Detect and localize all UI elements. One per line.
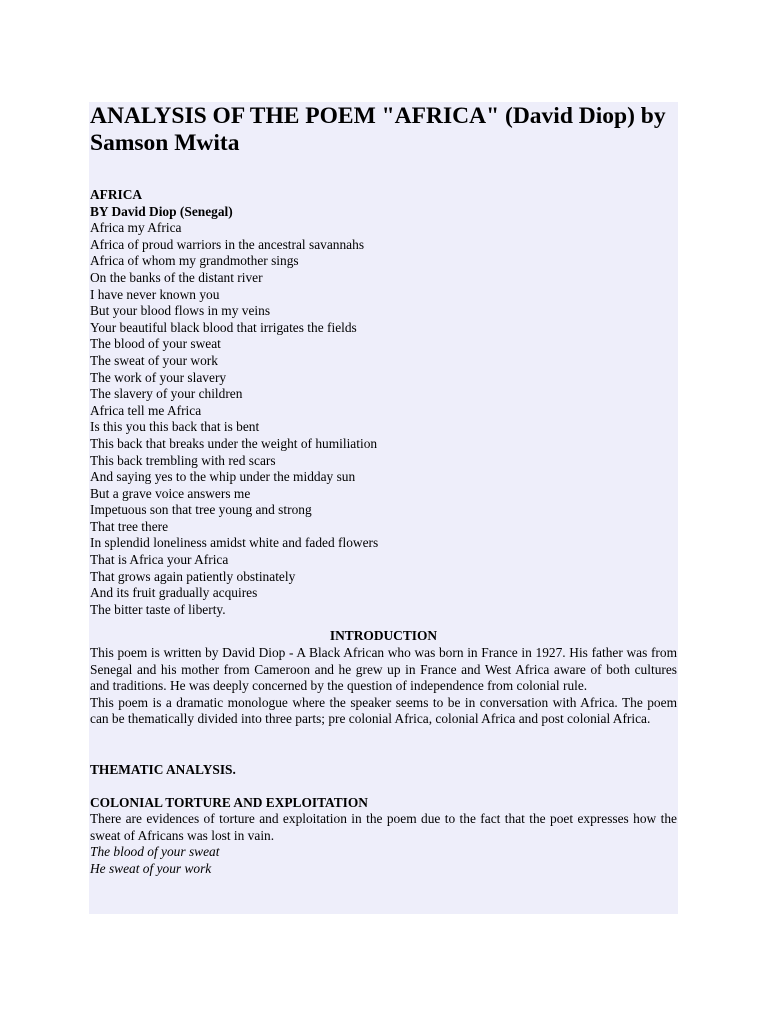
introduction-paragraph-1: This poem is written by David Diop - A Black African who was born in France in 1927. His father was from Senegal and his mother from Cameroon and he grew up in France and West Africa aware of both cultures and traditions. He was deeply concerned by the question of independence from colonial rule. xyxy=(90,645,677,694)
poem-line: Is this you this back that is bent xyxy=(90,419,260,435)
poem-line: That tree there xyxy=(90,518,169,534)
poem-line: But your blood flows in my veins xyxy=(90,303,271,319)
introduction-paragraph-2: This poem is a dramatic monologue where the speaker seems to be in conversation with Africa. The poem can be thematically divided into three parts; pre colonial Africa, colonial Africa and post colonial Africa. xyxy=(90,694,677,727)
poem-line: The sweat of your work xyxy=(90,352,218,368)
poem-title: AFRICA xyxy=(90,187,143,202)
document-page xyxy=(89,102,678,914)
poem-author: BY David Diop (Senegal) xyxy=(90,203,233,219)
poem-line: And saying yes to the whip under the midday sun xyxy=(90,469,356,485)
poem-line: The bitter taste of liberty. xyxy=(90,601,226,617)
quote-line: The blood of your sweat xyxy=(90,844,220,860)
poem-line: On the banks of the distant river xyxy=(90,269,263,285)
poem-line: Africa my Africa xyxy=(90,220,182,236)
poem-line: This back trembling with red scars xyxy=(90,452,276,468)
thematic-heading: THEMATIC ANALYSIS. xyxy=(90,762,236,777)
poem-line: The work of your slavery xyxy=(90,369,227,385)
poem-line: Impetuous son that tree young and strong xyxy=(90,502,312,518)
introduction-heading: INTRODUCTION xyxy=(329,628,438,644)
poem-line: This back that breaks under the weight of humiliation xyxy=(90,435,378,451)
poem-body xyxy=(90,220,677,618)
poem-line: That grows again patiently obstinately xyxy=(90,568,296,584)
poem-line: In splendid loneliness amidst white and faded flowers xyxy=(90,535,379,551)
poem-line: But a grave voice answers me xyxy=(90,485,251,501)
colonial-paragraph: There are evidences of torture and exploitation in the poem due to the fact that the poet expresses how the sweat of Africans was lost in vain. xyxy=(90,811,677,843)
document-title: ANALYSIS OF THE POEM "AFRICA" (David Diop) by Samson Mwita xyxy=(90,103,666,156)
poem-line: And its fruit gradually acquires xyxy=(90,585,258,601)
colonial-heading: COLONIAL TORTURE AND EXPLOITATION xyxy=(90,794,368,810)
poem-line: I have never known you xyxy=(90,286,220,302)
poem-line: That is Africa your Africa xyxy=(90,552,229,568)
poem-line: The slavery of your children xyxy=(90,386,243,402)
poem-line: The blood of your sweat xyxy=(90,336,221,352)
quote-block xyxy=(90,844,677,877)
poem-heading xyxy=(90,187,677,220)
poem-line: Africa of whom my grandmother sings xyxy=(90,253,299,269)
quote-line: He sweat of your work xyxy=(90,860,212,876)
poem-line: Your beautiful black blood that irrigates the fields xyxy=(90,319,357,335)
poem-line: Africa of proud warriors in the ancestral savannahs xyxy=(90,236,365,252)
poem-line: Africa tell me Africa xyxy=(90,402,202,418)
